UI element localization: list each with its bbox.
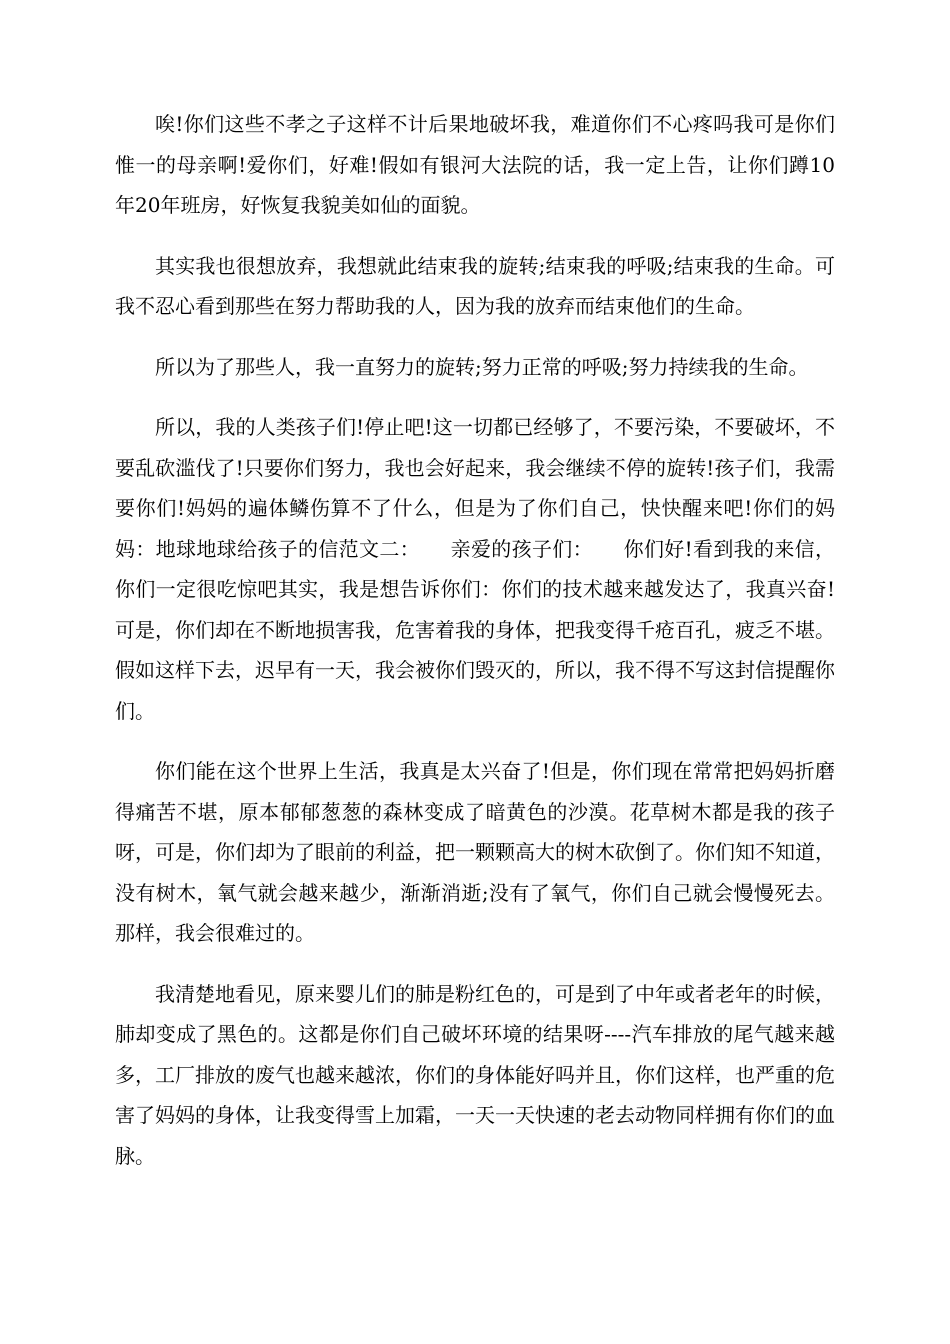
paragraph: 我清楚地看见，原来婴儿们的肺是粉红色的，可是到了中年或者老年的时候，肺却变成了黑色的。这都是你们自己破坏环境的结果呀----汽车排放的尾气越来越多，工厂排放的废气也越来越浓，你们的身体能好吗并且，你们这样，也严重的危害了妈妈的身体，让我变得雪上加霜，一天一天快速的老去动物同样拥有你们的血脉。	[115, 981, 835, 1168]
paragraph: 你们能在这个世界上生活，我真是太兴奋了!但是，你们现在常常把妈妈折磨得痛苦不堪，原本郁郁葱葱的森林变成了暗黄色的沙漠。花草树木都是我的孩子呀，可是，你们却为了眼前的利益，把一颗颗高大的树木砍倒了。你们知不知道，没有树木，氧气就会越来越少，渐渐消逝;没有了氧气，你们自己就会慢慢死去。那样，我会很难过的。	[115, 759, 835, 945]
paragraph: 其实我也很想放弃，我想就此结束我的旋转;结束我的呼吸;结束我的生命。可我不忍心看到那些在努力帮助我的人，因为我的放弃而结束他们的生命。	[115, 253, 835, 318]
paragraph: 所以为了那些人，我一直努力的旋转;努力正常的呼吸;努力持续我的生命。	[155, 354, 809, 379]
document-page	[115, 104, 835, 1176]
paragraph: 所以，我的人类孩子们!停止吧!这一切都已经够了，不要污染，不要破坏，不要乱砍滥伐了!只要你们努力，我也会好起来，我会继续不停的旋转!孩子们，我需要你们!妈妈的遍体鳞伤算不了什么，但是为了你们自己，快快醒来吧!你们的妈妈：地球地球给孩子的信范文二： 亲爱的孩子们： 你们好!看到我的来信，你们一定很吃惊吧其实，我是想告诉你们：你们的技术越来越发达了，我真兴奋!可是，你们却在不断地损害我，危害着我的身体，把我变得千疮百孔，疲乏不堪。假如这样下去，迟早有一天，我会被你们毁灭的，所以，我不得不写这封信提醒你们。	[115, 415, 835, 723]
paragraph: 唉!你们这些不孝之子这样不计后果地破坏我，难道你们不心疼吗我可是你们惟一的母亲啊!爱你们，好难!假如有银河大法院的话，我一定上告，让你们蹲10年20年班房，好恢复我貌美如仙的面貌。	[115, 112, 835, 217]
